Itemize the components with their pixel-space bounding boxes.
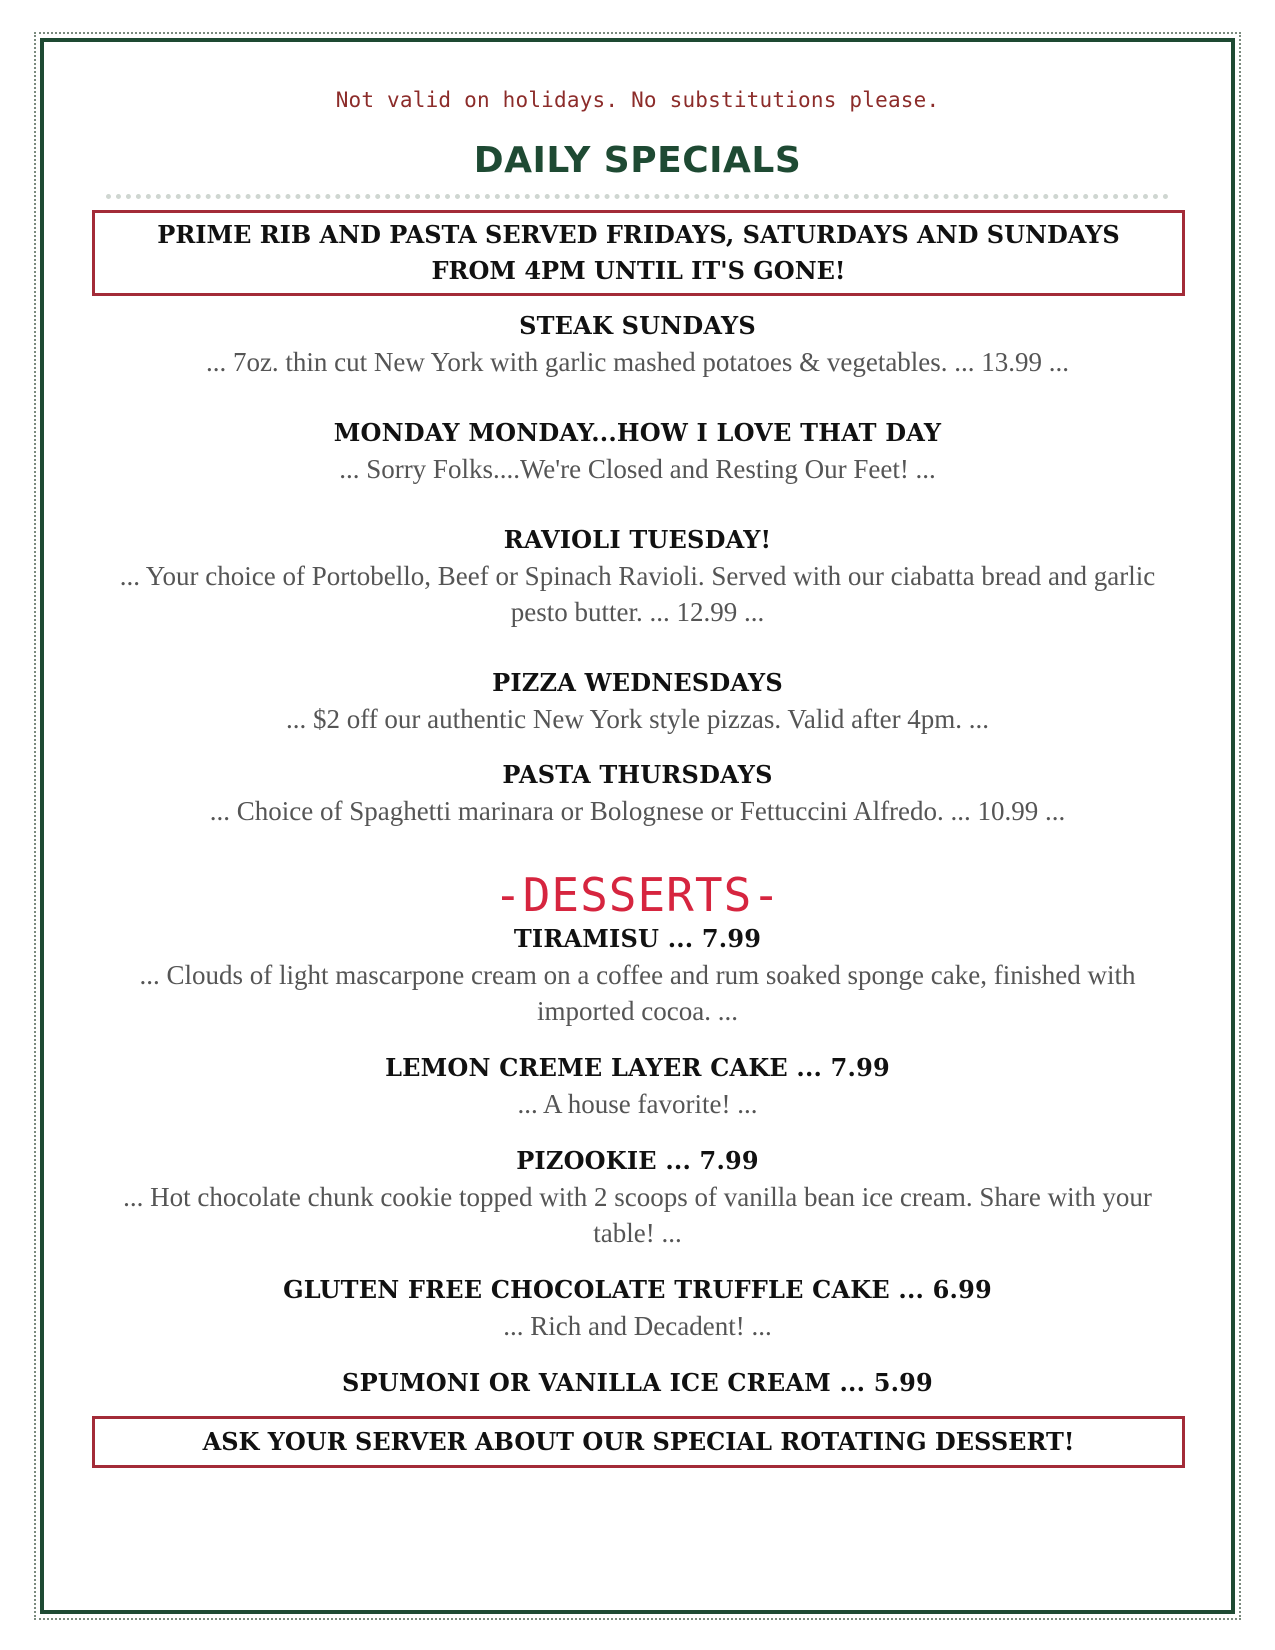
dessert-description: ... Clouds of light mascarpone cream on a coffee and rum soaked sponge cake, finished with imported cocoa. ... [139, 960, 1136, 1026]
dessert-name: LEMON CREME LAYER CAKE ... 7.99 [385, 1053, 890, 1082]
dessert-pizookie [64, 1143, 1211, 1251]
page-title: DAILY SPECIALS [473, 140, 802, 181]
special-description: ... Your choice of Portobello, Beef or Spinach Ravioli. Served with our ciabatta bread and garlic pesto butter. ... 12.99 ... [119, 561, 1156, 627]
dessert-lemon-creme-cake [64, 1050, 1211, 1122]
special-steak-sundays [64, 308, 1211, 380]
special-ravioli-tuesday [64, 522, 1211, 630]
dessert-description: ... Rich and Decadent! ... [503, 1311, 772, 1341]
dessert-ice-cream [64, 1365, 1211, 1401]
disclaimer-note: Not valid on holidays. No substitutions please. [335, 88, 940, 112]
dessert-name: PIZOOKIE ... 7.99 [516, 1146, 759, 1175]
special-description: ... 7oz. thin cut New York with garlic mashed potatoes & vegetables. ... 13.99 ... [205, 347, 1070, 377]
prime-rib-banner-text: PRIME RIB AND PASTA SERVED FRIDAYS, SATURDAYS AND SUNDAYS FROM 4PM UNTIL IT'S GONE! [157, 220, 1120, 285]
menu-page [44, 42, 1231, 1610]
dessert-name: GLUTEN FREE CHOCOLATE TRUFFLE CAKE ... 6.99 [283, 1275, 992, 1304]
special-pizza-wednesdays [64, 665, 1211, 737]
dessert-description: ... A house favorite! ... [517, 1089, 758, 1119]
special-name: MONDAY MONDAY...HOW I LOVE THAT DAY [333, 418, 942, 447]
special-name: STEAK SUNDAYS [519, 311, 756, 340]
title-divider [106, 194, 1169, 199]
rotating-dessert-banner-text: ASK YOUR SERVER ABOUT OUR SPECIAL ROTATING DESSERT! [202, 1427, 1075, 1456]
special-name: PIZZA WEDNESDAYS [492, 668, 783, 697]
special-monday [64, 415, 1211, 487]
dessert-name: SPUMONI OR VANILLA ICE CREAM ... 5.99 [342, 1368, 933, 1397]
prime-rib-banner [92, 210, 1185, 296]
special-description: ... Choice of Spaghetti marinara or Bolognese or Fettuccini Alfredo. ... 10.99 ... [209, 796, 1066, 826]
special-description: ... Sorry Folks....We're Closed and Resting Our Feet! ... [339, 454, 936, 484]
special-name: RAVIOLI TUESDAY! [503, 525, 772, 554]
desserts-heading: -DESSERTS- [494, 868, 781, 922]
special-description: ... $2 off our authentic New York style pizzas. Valid after 4pm. ... [285, 704, 990, 734]
dessert-name: TIRAMISU ... 7.99 [513, 924, 762, 953]
dessert-truffle-cake [64, 1272, 1211, 1344]
special-name: PASTA THURSDAYS [502, 760, 773, 789]
dessert-description: ... Hot chocolate chunk cookie topped with 2 scoops of vanilla bean ice cream. Share with your table! ... [123, 1182, 1152, 1248]
rotating-dessert-banner [92, 1416, 1185, 1468]
dessert-tiramisu [64, 921, 1211, 1029]
special-pasta-thursdays [64, 757, 1211, 829]
